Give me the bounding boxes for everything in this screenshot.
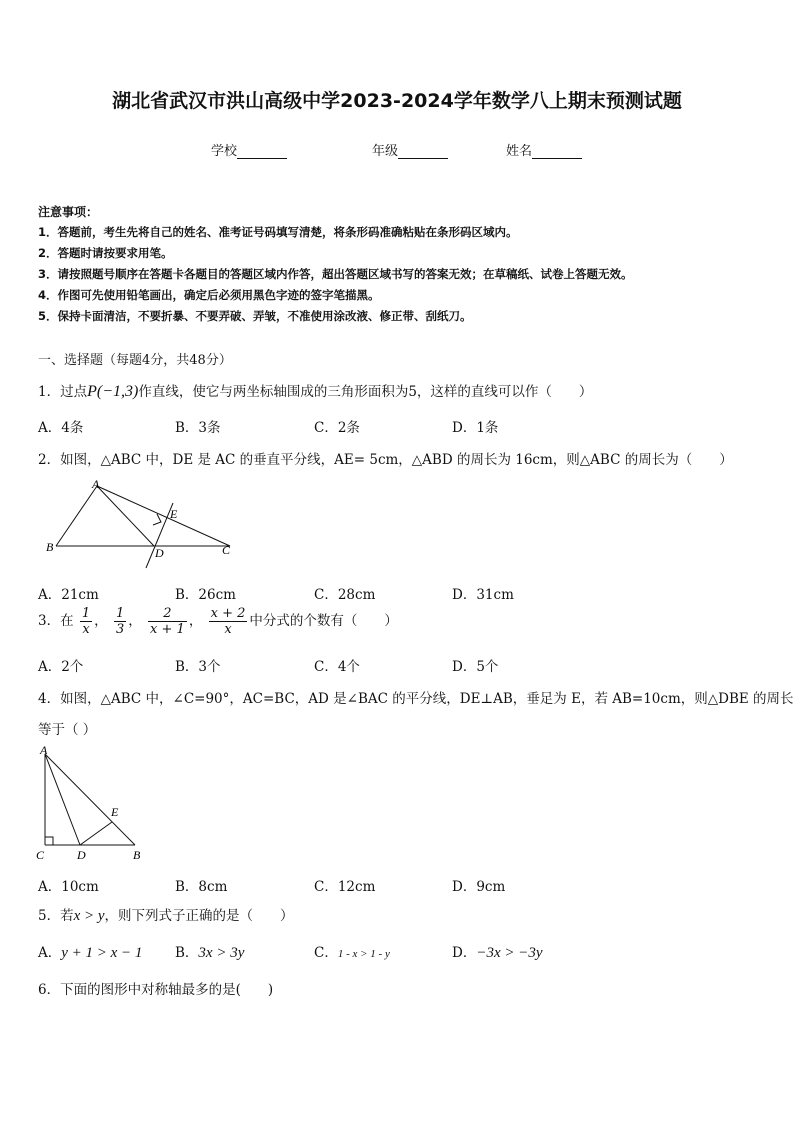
q5-prefix: 5．若 — [38, 908, 74, 924]
name-label: 姓名 — [506, 144, 533, 159]
q4-option-b: B．8cm — [175, 879, 228, 895]
school-field — [211, 140, 287, 159]
q3-option-b: B．3个 — [175, 659, 221, 675]
q2-label-b: B — [46, 540, 54, 554]
q2-option-b: B．26cm — [175, 587, 236, 603]
q4-figure — [34, 742, 154, 867]
notice-heading: 注意事项： — [38, 205, 99, 219]
q4-label-b: B — [133, 848, 141, 862]
q5-option-b: B．3x > 3y — [175, 945, 245, 961]
q2-option-d: D．31cm — [452, 587, 514, 603]
question-6: 6．下面的图形中对称轴最多的是( ) — [38, 982, 274, 998]
question-1 — [38, 380, 592, 401]
q3-option-a: A．2个 — [38, 659, 84, 675]
q2-option-a: A．21cm — [38, 587, 99, 603]
q5-option-c: C．1 - x > 1 - y — [314, 945, 390, 961]
q2-label-d: D — [155, 546, 164, 560]
q4-label-e: E — [111, 805, 119, 819]
name-field — [506, 140, 582, 159]
q2-label-a: A — [92, 477, 100, 491]
notice-item: 2．答题时请按要求用笔。 — [38, 246, 173, 260]
question-4-line-2: 等于（ ） — [38, 722, 97, 738]
q2-option-c: C．28cm — [314, 587, 376, 603]
q5-condition: x > y — [73, 908, 105, 924]
q3-prefix: 3．在 — [38, 613, 74, 629]
q1-option-a: A．4条 — [38, 420, 84, 436]
notice-item: 5．保持卡面清洁，不要折暴、不要弄破、弄皱，不准使用涂改液、修正带、刮纸刀。 — [38, 309, 472, 323]
q5-suffix: ，则下列式子正确的是（ ） — [104, 908, 294, 924]
question-3: 3．在 $\frac{1}{x}$ ， $\frac{1}{3}$ ， $\frac{2}{x + 1}$ ， $\frac{x + 2}{x}$ 中分式的个数有（ ） — [38, 606, 398, 637]
q2-label-c: C — [222, 543, 231, 557]
q1-suffix: 作直线，使它与两坐标轴围成的三角形面积为5，这样的直线可以作（ ） — [138, 384, 593, 400]
notice-item: 3．请按照题号顺序在答题卡各题目的答题区域内作答，超出答题区域书写的答案无效；在草稿纸、试卷上答题无效。 — [38, 267, 633, 281]
q3-fraction: $\frac{2}{x + 1}$ — [150, 606, 185, 637]
q3-option-d: D．5个 — [452, 659, 499, 675]
q4-label-a: A — [40, 743, 48, 757]
section-title: 一、选择题（每题4分，共48分） — [38, 353, 232, 368]
q1-point: P(−1,3) — [87, 383, 139, 400]
notice-item: 4．作图可先使用铅笔画出，确定后必须用黑色字迹的签字笔描黑。 — [38, 288, 380, 302]
q3-fraction: $\frac{1}{3}$ — [115, 606, 125, 637]
q2-label-e: E — [170, 507, 178, 521]
school-label: 学校 — [211, 144, 238, 159]
q4-label-c: C — [36, 848, 45, 862]
grade-blank — [398, 146, 448, 159]
q1-prefix: 1．过点 — [38, 384, 88, 400]
q3-fraction: $\frac{x + 2}{x}$ — [210, 606, 246, 637]
notice-item: 1．答题前，考生先将自己的姓名、准考证号码填写清楚，将条形码准确粘贴在条形码区域内。 — [38, 225, 518, 239]
q5-option-a: A．y + 1 > x − 1 — [38, 945, 143, 961]
q4-option-a: A．10cm — [38, 879, 99, 895]
q1-option-d: D．1条 — [452, 420, 499, 436]
q3-option-c: C．4个 — [314, 659, 360, 675]
q2-figure — [40, 476, 240, 576]
question-4-line-1: 4．如图，△ABC 中，∠C=90°，AC=BC，AD 是∠BAC 的平分线，DE⊥AB，垂足为 E，若 AB=10cm，则△DBE 的周长 — [38, 691, 794, 707]
q3-fraction: $\frac{1}{x}$ — [81, 606, 91, 637]
grade-field — [372, 140, 448, 159]
q4-option-d: D．9cm — [452, 879, 506, 895]
school-blank — [237, 146, 287, 159]
q1-option-c: C．2条 — [314, 420, 360, 436]
question-5 — [38, 904, 294, 925]
q4-label-d: D — [77, 848, 86, 862]
exam-title: 湖北省武汉市洪山高级中学2023-2024学年数学八上期末预测试题 — [112, 90, 682, 112]
grade-label: 年级 — [372, 144, 399, 159]
q1-option-b: B．3条 — [175, 420, 221, 436]
q4-option-c: C．12cm — [314, 879, 376, 895]
q5-option-d: D．−3x > −3y — [452, 945, 543, 961]
question-2: 2．如图，△ABC 中，DE 是 AC 的垂直平分线，AE= 5cm，△ABD 的周长为 16cm，则△ABC 的周长为（ ） — [38, 452, 733, 468]
name-blank — [532, 146, 582, 159]
q3-suffix: 中分式的个数有（ ） — [249, 613, 398, 629]
